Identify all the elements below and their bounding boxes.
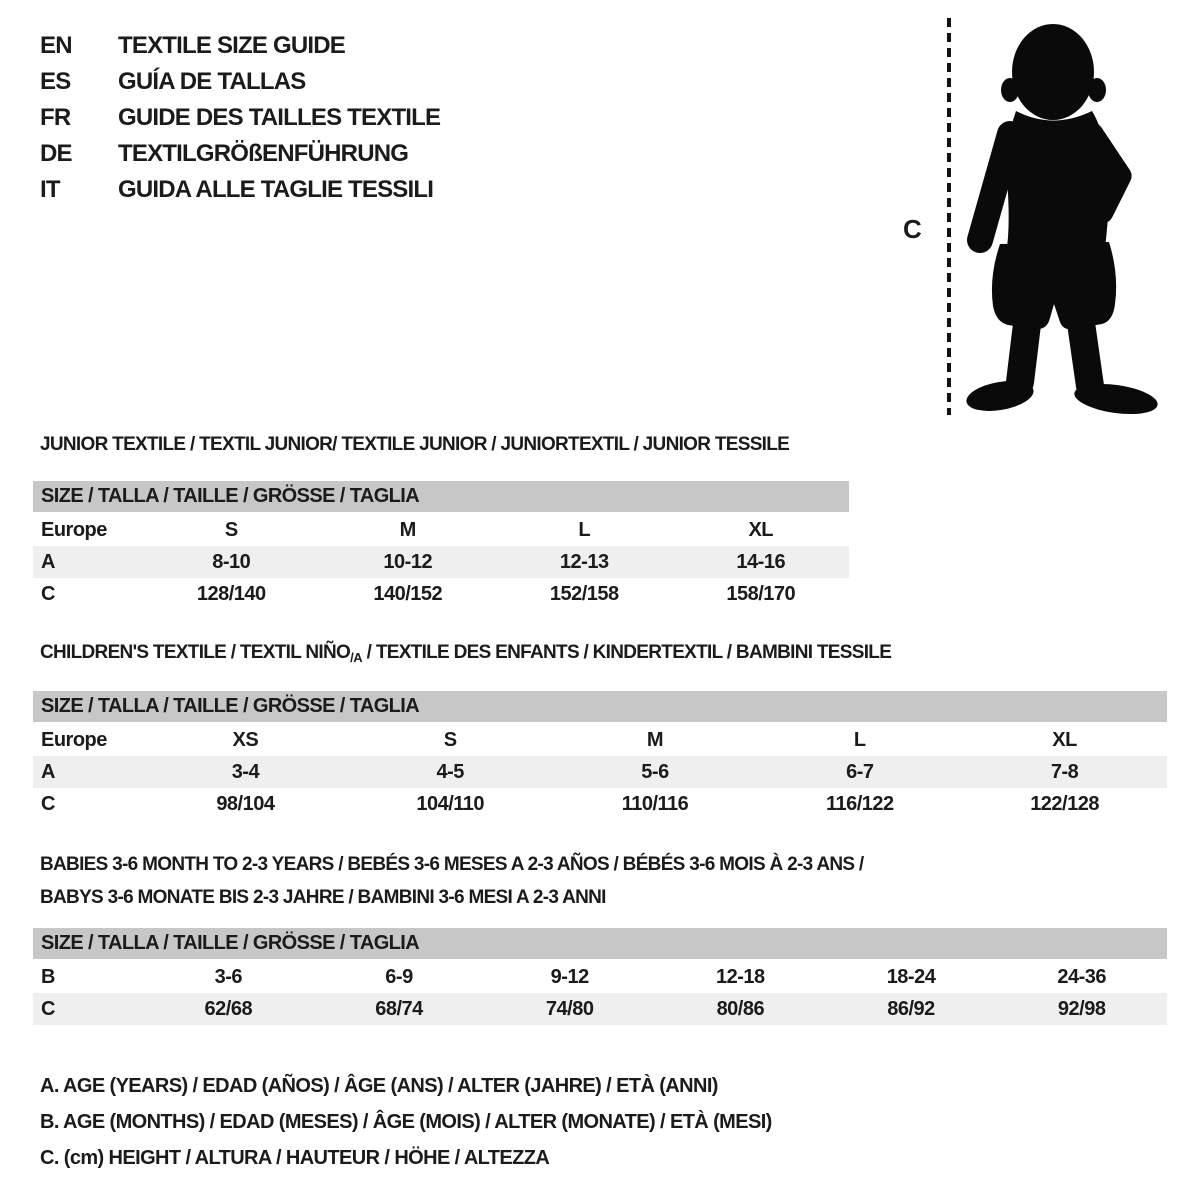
- table-cell: 18-24: [886, 965, 936, 988]
- table-cell: 12-18: [716, 965, 765, 988]
- table-cell: 12-13: [559, 550, 609, 573]
- language-code: EN: [40, 32, 72, 59]
- table-cell: L: [853, 728, 866, 751]
- measurement-legend: [40, 1068, 772, 1176]
- language-row: [40, 28, 440, 64]
- children-heading-prefix: CHILDREN'S TEXTILE / TEXTIL NIÑO: [40, 642, 351, 663]
- size-header-bar: SIZE / TALLA / TAILLE / GRÖSSE / TAGLIA: [33, 928, 1167, 959]
- language-code: DE: [40, 140, 72, 167]
- language-code: FR: [40, 104, 71, 131]
- table-cell: S: [224, 518, 238, 541]
- table-cell: 152/158: [549, 582, 619, 605]
- legend-line-a: A. AGE (YEARS) / EDAD (AÑOS) / ÂGE (ANS) / ALTER (JAHRE) / ETÀ (ANNI): [40, 1074, 718, 1097]
- row-label: A: [41, 760, 55, 783]
- table-cell: 8-10: [212, 550, 251, 573]
- babies-size-table: [33, 928, 1167, 1025]
- height-measure-label: C: [903, 214, 922, 244]
- table-row: [33, 961, 1167, 993]
- row-label: Europe: [41, 518, 107, 541]
- row-label: C: [41, 997, 55, 1020]
- table-cell: XS: [232, 728, 259, 751]
- table-cell: 10-12: [383, 550, 433, 573]
- table-cell: 116/122: [825, 792, 894, 815]
- table-cell: M: [646, 728, 664, 751]
- table-cell: 104/110: [416, 792, 485, 815]
- row-label: C: [41, 582, 55, 605]
- table-cell: 5-6: [641, 760, 669, 783]
- babies-heading-line2: BABYS 3-6 MONATE BIS 2-3 JAHRE / BAMBINI 3-6 MESI A 2-3 ANNI: [40, 887, 606, 908]
- table-cell: 3-4: [231, 760, 260, 783]
- table-cell: 86/92: [887, 997, 935, 1020]
- toddler-silhouette-icon: [958, 16, 1183, 416]
- table-cell: 140/152: [373, 582, 443, 605]
- table-cell: 98/104: [216, 792, 275, 815]
- language-label: GUIDA ALLE TAGLIE TESSILI: [118, 176, 434, 203]
- legend-line-c: C. (cm) HEIGHT / ALTURA / HAUTEUR / HÖHE / ALTEZZA: [40, 1146, 550, 1169]
- table-row: [33, 514, 849, 546]
- junior-section-heading: JUNIOR TEXTILE / TEXTIL JUNIOR/ TEXTILE JUNIOR / JUNIORTEXTIL / JUNIOR TESSILE: [40, 434, 790, 455]
- language-list: [40, 28, 440, 208]
- language-label: GUÍA DE TALLAS: [118, 68, 306, 95]
- table-cell: XL: [748, 518, 774, 541]
- legend-line-b: B. AGE (MONTHS) / EDAD (MESES) / ÂGE (MOIS) / ALTER (MONATE) / ETÀ (MESI): [40, 1110, 772, 1133]
- height-measure-line: [947, 18, 951, 415]
- table-cell: M: [399, 518, 416, 541]
- language-row: [40, 172, 440, 208]
- table-row: [33, 788, 1167, 820]
- table-cell: 14-16: [736, 550, 786, 573]
- children-heading-suffix: / TEXTILE DES ENFANTS / KINDERTEXTIL / BAMBINI TESSILE: [362, 642, 892, 663]
- table-cell: 122/128: [1030, 792, 1099, 815]
- children-section-heading: [40, 642, 891, 665]
- babies-table-rows: [33, 961, 1167, 1025]
- table-cell: L: [578, 518, 591, 541]
- row-label: B: [41, 965, 55, 988]
- language-row: [40, 100, 440, 136]
- table-row: [33, 756, 1167, 788]
- table-cell: 158/170: [726, 582, 796, 605]
- language-code: ES: [40, 68, 71, 95]
- children-size-table: [33, 691, 1167, 820]
- table-cell: 92/98: [1057, 997, 1106, 1020]
- table-row: [33, 724, 1167, 756]
- table-cell: 6-7: [846, 760, 874, 783]
- babies-heading-line1: BABIES 3-6 MONTH TO 2-3 YEARS / BEBÉS 3-6 MESES A 2-3 AÑOS / BÉBÉS 3-6 MOIS À 2-3 ANS /: [40, 854, 864, 875]
- table-cell: 74/80: [545, 997, 594, 1020]
- table-cell: 6-9: [385, 965, 413, 988]
- table-cell: 4-5: [436, 760, 464, 783]
- table-cell: 110/116: [621, 792, 689, 815]
- language-row: [40, 136, 440, 172]
- row-label: C: [41, 792, 55, 815]
- language-label: TEXTILE SIZE GUIDE: [118, 32, 345, 59]
- table-cell: S: [443, 728, 457, 751]
- table-cell: 62/68: [204, 997, 253, 1020]
- table-cell: 68/74: [375, 997, 423, 1020]
- table-cell: 80/86: [716, 997, 765, 1020]
- size-header-bar: SIZE / TALLA / TAILLE / GRÖSSE / TAGLIA: [33, 691, 1167, 722]
- size-header-bar: SIZE / TALLA / TAILLE / GRÖSSE / TAGLIA: [33, 481, 849, 512]
- children-table-rows: [33, 724, 1167, 820]
- language-code: IT: [40, 176, 60, 203]
- language-label: GUIDE DES TAILLES TEXTILE: [118, 104, 441, 131]
- table-cell: 7-8: [1050, 760, 1079, 783]
- row-label: Europe: [41, 728, 107, 751]
- language-label: TEXTILGRÖßENFÜHRUNG: [118, 140, 409, 167]
- table-row: [33, 546, 849, 578]
- table-cell: XL: [1052, 728, 1077, 751]
- table-row: [33, 993, 1167, 1025]
- table-cell: 3-6: [214, 965, 243, 988]
- junior-table-rows: [33, 514, 849, 610]
- table-cell: 9-12: [550, 965, 589, 988]
- table-cell: 24-36: [1057, 965, 1107, 988]
- babies-section-heading: [40, 848, 864, 914]
- language-row: [40, 64, 440, 100]
- row-label: A: [41, 550, 55, 573]
- table-cell: 128/140: [196, 582, 266, 605]
- junior-size-table: [33, 481, 849, 610]
- children-heading-sub: /A: [350, 650, 363, 665]
- table-row: [33, 578, 849, 610]
